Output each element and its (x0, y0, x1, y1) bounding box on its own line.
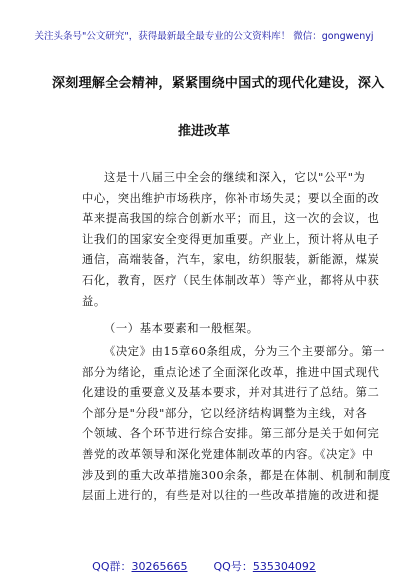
text-line: 石化，教育，医疗（民生体制改革）等产业，都将从中获 (82, 273, 380, 287)
document-title-line2: 推进改革 (177, 124, 230, 139)
qq-number: 535304092 (252, 560, 316, 573)
text-line: 革来提高我国的综合创新水平；而且，这一次的会议，也 (82, 212, 380, 226)
page-header-banner: 关注头条号"公文研究"，获得最新最全最专业的公文资料库！ 微信：gongwenyj (34, 31, 374, 42)
qq-group-number: 30265665 (131, 560, 188, 573)
text-line: 益。 (82, 294, 106, 308)
text-line: 化建设的重要意义及基本要求，并对其进行了总结。第二 (82, 386, 380, 400)
text-line: 部分为绪论，重点论述了全面深化改革，推进中国式现代 (82, 365, 380, 379)
qq-label: QQ号： (213, 560, 253, 573)
text-line: 通信，高端装备，汽车，家电，纺织服装，新能源，煤炭 (82, 253, 380, 267)
document-title-line1: 深刻理解全会精神，紧紧围绕中国式的现代化建设，深入 (52, 76, 385, 91)
page-footer-contact (0, 558, 408, 574)
text-line: 个部分是"分段"部分，它以经济结构调整为主线，对各 (82, 406, 368, 420)
text-line: 让我们的国家安全变得更加重要。产业上，预计将从电子 (82, 232, 380, 246)
text-line: 涉及到的重大改革措施300余条，都是在体制、机制和制度 (82, 468, 391, 482)
qq-group-label: QQ群： (92, 560, 132, 573)
text-line: 中心，突出维护市场秩序，你补市场失灵；要以全面的改 (82, 191, 380, 205)
text-line: 个领域、各个环节进行综合安排。第三部分是关于如何完 (82, 427, 380, 441)
text-line: 这是十八届三中全会的继续和深入，它以"公平"为 (104, 171, 366, 184)
section-heading-text: （一）基本要素和一般框架。 (104, 322, 259, 335)
paragraph-framework (82, 342, 391, 507)
text-line: 《决定》由15章60条组成，分为三个主要部分。第一 (104, 345, 385, 358)
paragraph-intro (82, 168, 380, 312)
text-line: 层面上进行的，有些是对以往的一些改革措施的改进和提 (82, 489, 380, 503)
text-line: 善党的改革领导和深化党建体制改革的内容。《决定》中 (82, 447, 374, 461)
section-heading (82, 319, 352, 340)
